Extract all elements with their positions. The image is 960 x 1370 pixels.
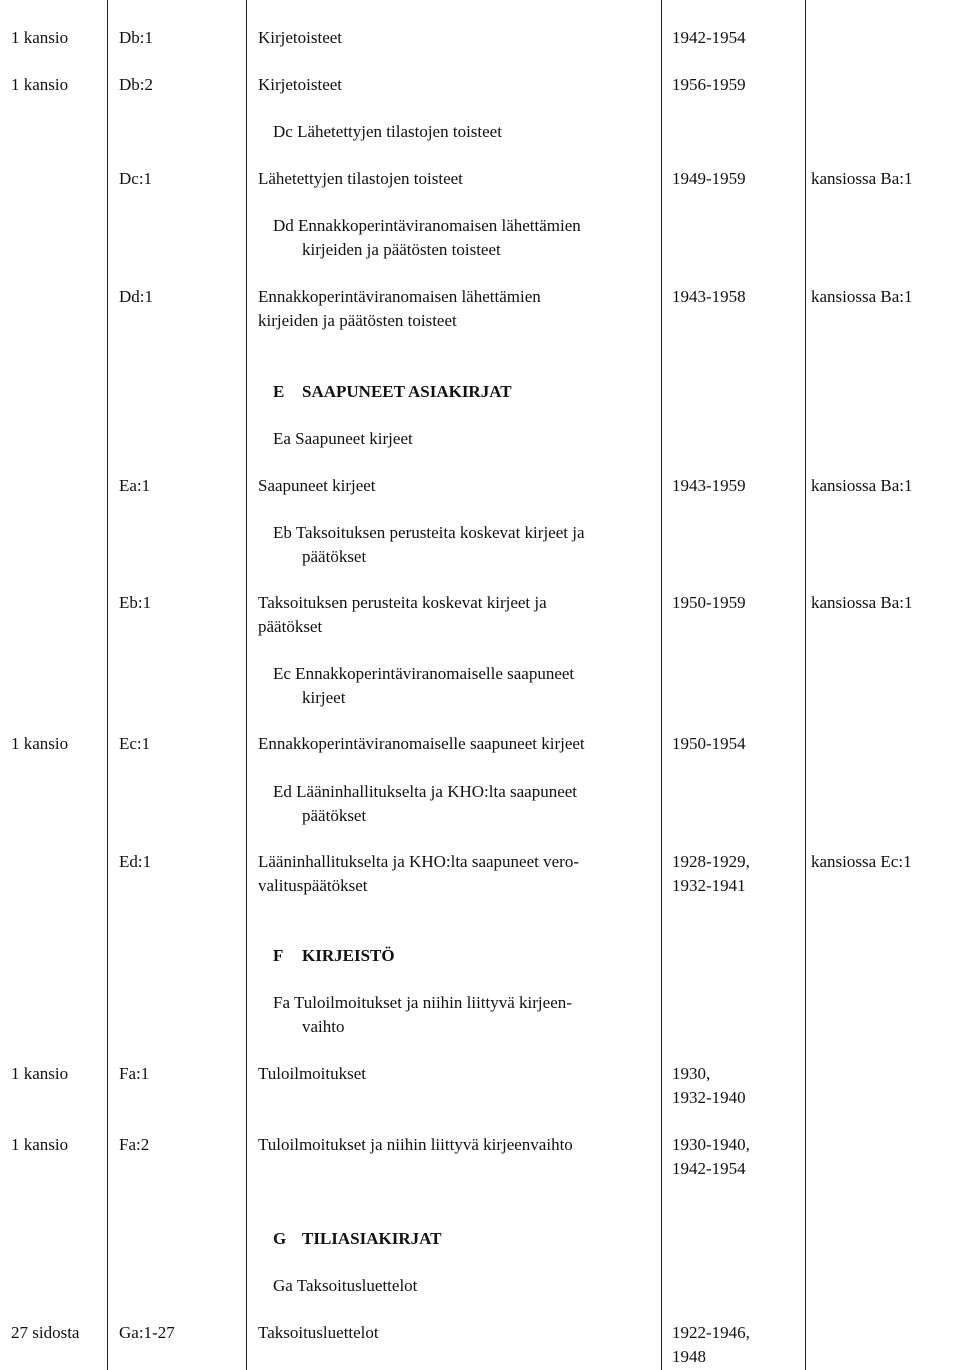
note-cell: kansiossa Ba:1 <box>811 169 913 188</box>
section-heading-f <box>273 944 395 968</box>
series-subheading <box>273 427 413 451</box>
subheading-line: Ga Taksoitusluettelot <box>273 1276 418 1295</box>
table-row <box>0 1062 960 1110</box>
series-subheading <box>273 521 585 569</box>
title-cell: Lääninhallitukselta ja KHO:lta saapuneet vero- valituspäätökset <box>258 852 579 895</box>
years-cell: 1956-1959 <box>672 75 746 94</box>
table-row <box>0 73 960 121</box>
section-letter: F <box>273 946 284 965</box>
signum-cell: Eb:1 <box>119 593 152 612</box>
signum-cell: Ga:1-27 <box>119 1323 175 1342</box>
signum-cell: Ea:1 <box>119 476 151 495</box>
series-subheading <box>273 214 581 262</box>
title-cell: Kirjetoisteet <box>258 28 343 47</box>
years-cell: 1950-1959 <box>672 593 746 612</box>
years-cell: 1930-1940, 1942-1954 <box>672 1135 750 1178</box>
table-row <box>0 1133 960 1181</box>
table-row <box>0 26 960 74</box>
subheading-line: Eb Taksoituksen perusteita koskevat kirjeet ja <box>273 523 585 542</box>
note-cell: kansiossa Ba:1 <box>811 593 913 612</box>
signum-cell: Fa:2 <box>119 1135 150 1154</box>
years-cell: 1942-1954 <box>672 28 746 47</box>
section-heading-e <box>273 380 512 404</box>
years-cell: 1922-1946, 1948 <box>672 1323 750 1366</box>
signum-cell: Db:2 <box>119 75 153 94</box>
series-subheading <box>273 1274 417 1298</box>
title-cell: Lähetettyjen tilastojen toisteet <box>258 169 463 188</box>
subheading-line-continued: vaihto <box>302 1017 345 1036</box>
title-cell: Tuloilmoitukset <box>258 1064 367 1083</box>
note-cell: kansiossa Ba:1 <box>811 287 913 306</box>
subheading-line: Dc Lähetettyjen tilastojen toisteet <box>273 122 502 141</box>
years-cell: 1943-1958 <box>672 287 746 306</box>
subheading-line-continued: kirjeiden ja päätösten toisteet <box>302 240 501 259</box>
title-cell: Kirjetoisteet <box>258 75 343 94</box>
signum-cell: Ed:1 <box>119 852 152 871</box>
title-cell: Taksoituksen perusteita koskevat kirjeet ja päätökset <box>258 593 547 636</box>
section-letter: G <box>273 1229 287 1248</box>
years-cell: 1949-1959 <box>672 169 746 188</box>
title-cell: Taksoitusluettelot <box>258 1323 379 1342</box>
note-cell: kansiossa Ba:1 <box>811 476 913 495</box>
title-cell: Ennakkoperintäviranomaisen lähettämien kirjeiden ja päätösten toisteet <box>258 287 541 330</box>
table-row <box>0 732 960 780</box>
subheading-line: Fa Tuloilmoitukset ja niihin liittyvä kirjeen- <box>273 993 572 1012</box>
section-heading-g <box>273 1227 442 1251</box>
note-cell: kansiossa Ec:1 <box>811 852 912 871</box>
table-row <box>0 1321 960 1369</box>
section-title: TILIASIAKIRJAT <box>302 1229 442 1248</box>
series-subheading <box>273 662 574 710</box>
extent-cell: 1 kansio <box>11 75 69 94</box>
section-title: KIRJEISTÖ <box>302 946 395 965</box>
subheading-line: Ea Saapuneet kirjeet <box>273 429 413 448</box>
years-cell: 1930, 1932-1940 <box>672 1064 746 1107</box>
subheading-line: Ed Lääninhallitukselta ja KHO:lta saapuneet <box>273 782 578 801</box>
extent-cell: 1 kansio <box>11 1135 69 1154</box>
extent-cell: 1 kansio <box>11 734 69 753</box>
extent-cell: 1 kansio <box>11 28 69 47</box>
table-row <box>0 591 960 639</box>
series-subheading <box>273 120 502 144</box>
subheading-line-continued: päätökset <box>302 547 367 566</box>
extent-cell: 27 sidosta <box>11 1323 80 1342</box>
series-subheading <box>273 991 572 1039</box>
years-cell: 1928-1929, 1932-1941 <box>672 852 750 895</box>
subheading-line: Ec Ennakkoperintäviranomaiselle saapuneet <box>273 664 575 683</box>
subheading-line: Dd Ennakkoperintäviranomaisen lähettämien <box>273 216 581 235</box>
signum-cell: Ec:1 <box>119 734 151 753</box>
title-cell: Tuloilmoitukset ja niihin liittyvä kirjeenvaihto <box>258 1135 573 1154</box>
subheading-line-continued: kirjeet <box>302 688 346 707</box>
section-title: SAAPUNEET ASIAKIRJAT <box>302 382 512 401</box>
title-cell: Saapuneet kirjeet <box>258 476 376 495</box>
signum-cell: Fa:1 <box>119 1064 150 1083</box>
extent-cell: 1 kansio <box>11 1064 69 1083</box>
signum-cell: Db:1 <box>119 28 153 47</box>
table-row <box>0 167 960 215</box>
table-row <box>0 474 960 522</box>
table-row <box>0 285 960 333</box>
series-subheading <box>273 780 577 828</box>
years-cell: 1950-1954 <box>672 734 746 753</box>
signum-cell: Dd:1 <box>119 287 153 306</box>
table-row <box>0 850 960 898</box>
title-cell: Ennakkoperintäviranomaiselle saapuneet kirjeet <box>258 734 585 753</box>
signum-cell: Dc:1 <box>119 169 153 188</box>
years-cell: 1943-1959 <box>672 476 746 495</box>
section-letter: E <box>273 382 285 401</box>
subheading-line-continued: päätökset <box>302 806 367 825</box>
